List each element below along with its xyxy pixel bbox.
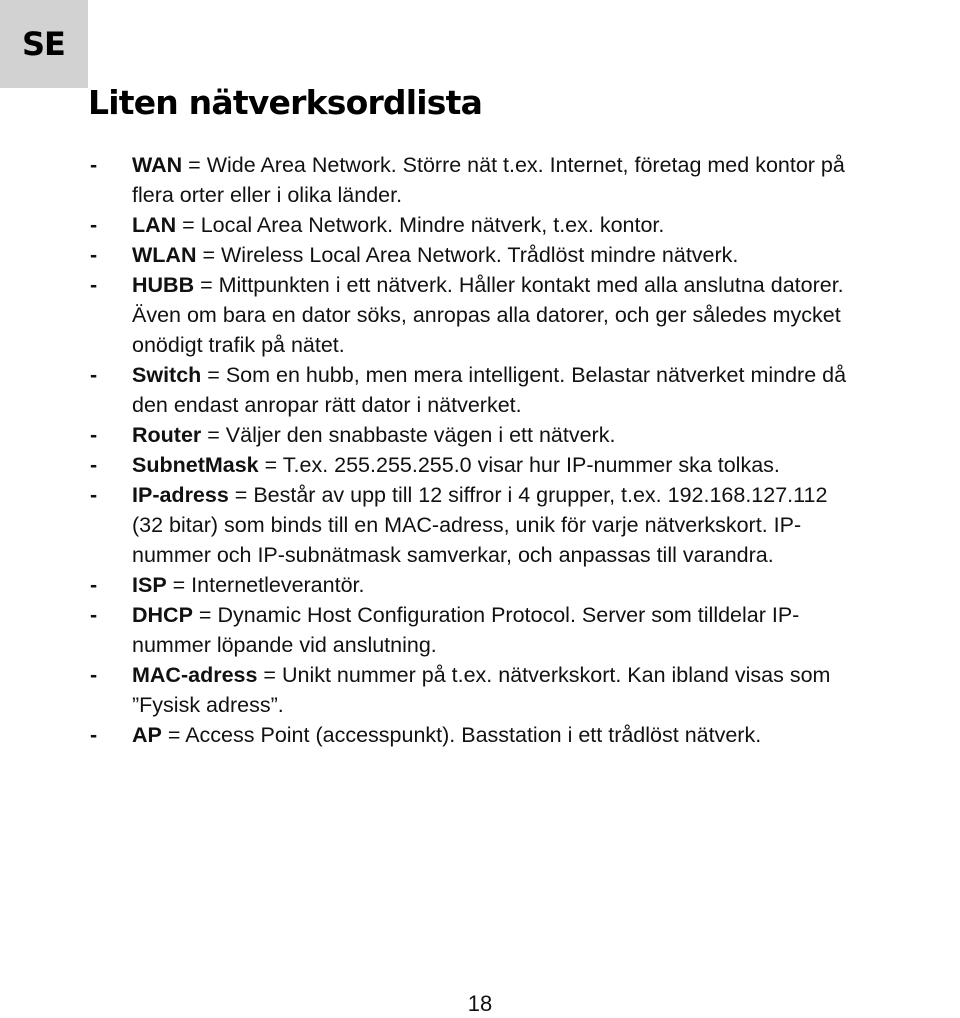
definition-text: T.ex. 255.255.255.0 visar hur IP-nummer ska tolkas. — [282, 453, 780, 477]
term-separator: = — [182, 153, 207, 177]
entry-line — [132, 210, 960, 240]
entry-line — [132, 180, 960, 210]
term-separator: = — [201, 363, 226, 387]
entry-line — [132, 390, 960, 420]
entry-line — [132, 270, 960, 300]
bullet-dash: - — [90, 243, 98, 267]
bullet-dash: - — [90, 213, 98, 237]
term-separator: = — [201, 423, 226, 447]
page-title: Liten nätverksordlista — [88, 83, 483, 122]
glossary-term: DHCP — [132, 603, 193, 627]
glossary-term: ISP — [132, 573, 167, 597]
glossary-term: WAN — [132, 153, 183, 177]
term-separator: = — [194, 273, 219, 297]
glossary-entry — [88, 150, 960, 210]
definition-text: ”Fysisk adress”. — [132, 693, 284, 717]
definition-text: flera orter eller i olika länder. — [132, 183, 403, 207]
definition-text: Även om bara en dator söks, anropas alla datorer, och ger således mycket — [132, 303, 841, 327]
definition-text: Som en hubb, men mera intelligent. Belastar nätverket mindre då — [225, 363, 847, 387]
entry-line — [132, 600, 960, 630]
term-separator: = — [166, 573, 192, 597]
definition-text: Access Point (accesspunkt). Basstation i ett trådlöst nätverk. — [185, 723, 762, 747]
glossary-term: SubnetMask — [132, 453, 259, 477]
language-tab — [0, 0, 88, 88]
glossary-term: WLAN — [132, 243, 197, 267]
definition-text: Wide Area Network. Större nät t.ex. Internet, företag med kontor på — [206, 153, 845, 177]
definition-text: onödigt trafik på nätet. — [132, 333, 345, 357]
entry-line — [132, 300, 960, 330]
language-code: SE — [22, 25, 65, 63]
page-number: 18 — [467, 991, 493, 1016]
entry-line — [132, 720, 960, 750]
definition-text: Unikt nummer på t.ex. nätverkskort. Kan ibland visas som — [281, 663, 831, 687]
entry-line — [132, 150, 960, 180]
glossary-entry — [88, 420, 960, 450]
definition-text: Local Area Network. Mindre nätverk, t.ex. kontor. — [200, 213, 665, 237]
glossary-term: MAC-adress — [132, 663, 258, 687]
definition-text: nummer och IP-subnätmask samverkar, och anpassas till varandra. — [132, 543, 774, 567]
term-separator: = — [257, 663, 282, 687]
definition-text: Mittpunkten i ett nätverk. Håller kontakt med alla anslutna datorer. — [218, 273, 844, 297]
definition-text: den endast anropar rätt dator i nätverket. — [132, 393, 522, 417]
entry-line — [132, 690, 960, 720]
glossary-list — [88, 150, 960, 750]
definition-text: nummer löpande vid anslutning. — [132, 633, 437, 657]
glossary-entry — [88, 570, 960, 600]
bullet-dash: - — [90, 453, 98, 477]
definition-text: (32 bitar) som binds till en MAC-adress, unik för varje nätverkskort. IP- — [132, 513, 802, 537]
term-separator: = — [176, 213, 201, 237]
bullet-dash: - — [90, 423, 98, 447]
glossary-entry — [88, 270, 960, 360]
glossary-term: Router — [132, 423, 202, 447]
entry-line — [132, 240, 960, 270]
definition-text: Internetleverantör. — [191, 573, 365, 597]
definition-text: Wireless Local Area Network. Trådlöst mindre nätverk. — [221, 243, 739, 267]
definition-text: Dynamic Host Configuration Protocol. Server som tilldelar IP- — [217, 603, 800, 627]
entry-line — [132, 330, 960, 360]
bullet-dash: - — [90, 273, 98, 297]
entry-line — [132, 570, 960, 600]
definition-text: Väljer den snabbaste vägen i ett nätverk. — [225, 423, 616, 447]
entry-line — [132, 450, 960, 480]
glossary-entry — [88, 720, 960, 750]
entry-line — [132, 360, 960, 390]
glossary-term: Switch — [132, 363, 202, 387]
glossary-entry — [88, 360, 960, 420]
definition-text: Består av upp till 12 siffror i 4 grupper, t.ex. 192.168.127.112 — [253, 483, 828, 507]
glossary-entry — [88, 210, 960, 240]
entry-line — [132, 540, 960, 570]
entry-line — [132, 660, 960, 690]
term-separator: = — [228, 483, 254, 507]
entry-line — [132, 510, 960, 540]
bullet-dash: - — [90, 483, 98, 507]
term-separator: = — [161, 723, 186, 747]
glossary-entry — [88, 450, 960, 480]
entry-line — [132, 480, 960, 510]
glossary-term: HUBB — [132, 273, 195, 297]
bullet-dash: - — [90, 603, 98, 627]
bullet-dash: - — [90, 153, 98, 177]
glossary-term: IP-adress — [132, 483, 229, 507]
glossary-entry — [88, 480, 960, 570]
entry-line — [132, 630, 960, 660]
glossary-entry — [88, 660, 960, 720]
glossary-term: LAN — [132, 213, 177, 237]
bullet-dash: - — [90, 723, 98, 747]
glossary-entry — [88, 600, 960, 660]
glossary-entry — [88, 240, 960, 270]
term-separator: = — [258, 453, 283, 477]
bullet-dash: - — [90, 663, 98, 687]
term-separator: = — [192, 603, 218, 627]
entry-line — [132, 420, 960, 450]
bullet-dash: - — [90, 573, 98, 597]
term-separator: = — [196, 243, 221, 267]
bullet-dash: - — [90, 363, 98, 387]
glossary-term: AP — [132, 723, 162, 747]
